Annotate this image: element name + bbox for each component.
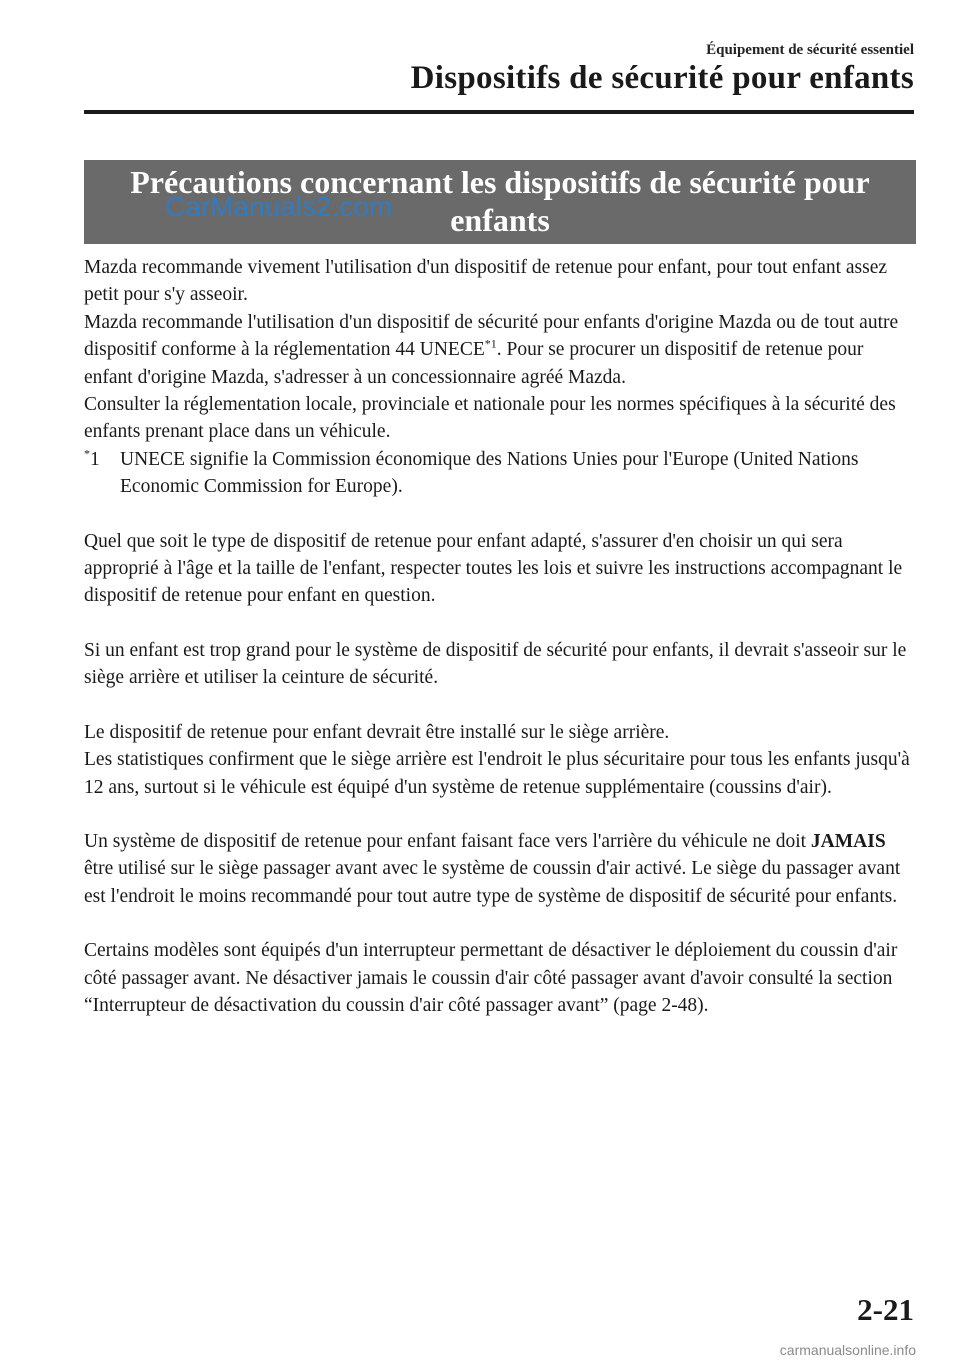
body-content (84, 254, 916, 1019)
footnote: *1 UNECE signifie la Commission économique des Nations Unies pour l'Europe (United Nations Economic Commission for Europe). (84, 446, 859, 498)
section-title: Dispositifs de sécurité pour enfants (410, 60, 914, 96)
banner-title-line1: Précautions concernant les dispositifs de sécurité pour (130, 164, 870, 200)
chapter-title: Équipement de sécurité essentiel (706, 42, 914, 58)
footnote-marker: *1 (84, 446, 100, 470)
emphasis-jamais: JAMAIS (810, 830, 886, 852)
watermark-top: CarManuals2.com (165, 191, 393, 222)
paragraph-7: Les statistiques confirment que le siège arrière est l'endroit le plus sécuritaire pour tous les enfants jusqu'à 12 ans, surtout si le véhicule est équipé d'un système de retenue supplémentaire (coussins d'air). (84, 749, 910, 798)
header-rule (84, 110, 914, 114)
paragraph-5: Si un enfant est trop grand pour le système de dispositif de sécurité pour enfants, il devrait s'asseoir sur le siège arrière et utiliser la ceinture de sécurité. (84, 639, 907, 689)
paragraph-4: Quel que soit le type de dispositif de retenue pour enfant adapté, s'assurer d'en choisir un qui sera approprié à l'âge et la taille de l'enfant, respecter toutes les lois et suivre les instructions accompagnant le dispositif de retenue pour enfant en question. (84, 530, 903, 607)
paragraph-6: Le dispositif de retenue pour enfant devrait être installé sur le siège arrière. (84, 721, 670, 743)
page-number: 2-21 (857, 1292, 914, 1327)
footnote-reference: *1 (484, 336, 497, 351)
paragraph-9: Certains modèles sont équipés d'un interrupteur permettant de désactiver le déploiement du coussin d'air côté passager avant. Ne désactiver jamais le coussin d'air côté passager avant d'avoir consulté la section “Interrupteur de désactivation du coussin d'air côté passager avant” (page 2-48). (84, 940, 898, 1016)
paragraph-1: Mazda recommande vivement l'utilisation d'un dispositif de retenue pour enfant, pour tout enfant assez petit pour s'y asseoir. (84, 257, 888, 306)
paragraph-3: Consulter la réglementation locale, provinciale et nationale pour les normes spécifiques à la sécurité des enfants prenant place dans un véhicule. (84, 394, 896, 443)
watermark-bottom: carmanualsonline.info (779, 1342, 916, 1358)
banner-title-line2: enfants (450, 202, 550, 238)
paragraph-2: Mazda recommande l'utilisation d'un dispositif de sécurité pour enfants d'origine Mazda ou de tout autre dispositif conforme à la réglementation 44 UNECE$^{*1}$. Pour se procurer un dispositif de retenue pour enfant d'origine Mazda, s'adresser à un concessionnaire agréé Mazda. (84, 311, 899, 388)
paragraph-8: Un système de dispositif de retenue pour enfant faisant face vers l'arrière du véhicule ne doit JAMAIS être utilisé sur le siège passager avant avec le système de coussin d'air activé. Le siège du passager avant est l'endroit le moins recommandé pour tout autre type de système de dispositif de sécurité pour enfants. (84, 830, 901, 907)
